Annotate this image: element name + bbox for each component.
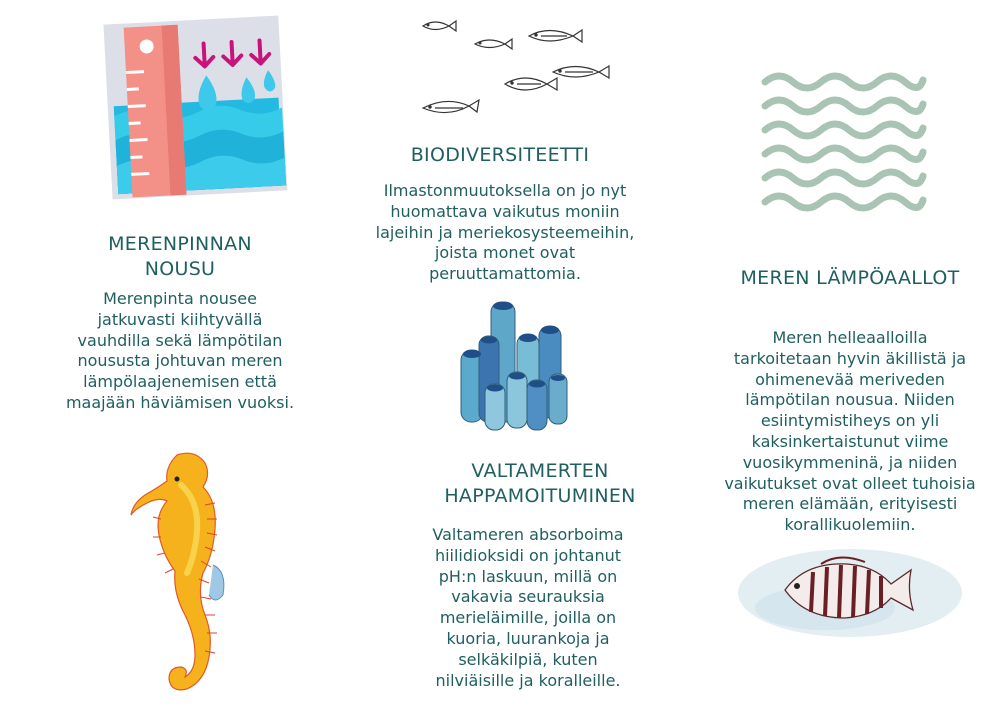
seahorse-icon [125,445,235,700]
acidification-body: Valtameren absorboima hiilidioksidi on johtanut pH:n laskuun, millä on vakavia seurauksia merieläimille, joilla on kuoria, luurankoja ja selkäkilpiä, kuten nilviäisille ja koralleille. [432,525,624,690]
coral-sponge-icon [455,298,575,433]
heatwaves-body: Meren helleaalloilla tarkoitetaan hyvin äkillistä ja ohimenevää meriveden lämpötilan nousua. Niiden esiintymistiheys on yli kaksinkertaistunut viime vuosikymmeninä, ja niiden vaikutukset ovat olleet tuhoisia meren elämään, erityisesti korallikuolemiin. [724,328,976,535]
biodiversity-body: Ilmastonmuutoksella on jo nyt huomattava vaikutus moniin lajeihin ja meriekosysteemeihin, joista monet ovat peruuttamattomia. [375,181,635,284]
fish-school-icon [415,12,615,122]
sea-level-title: MERENPINNAN NOUSU [108,233,252,280]
wave-lines-icon [755,70,935,220]
striped-fish-icon [735,538,970,643]
biodiversity-title: BIODIVERSITEETTI [410,144,590,166]
heatwaves-title: MEREN LÄMPÖAALLOT [740,267,960,289]
acidification-title: VALTAMERTEN HAPPAMOITUMINEN [444,460,636,507]
sea-level-ruler-icon [100,14,290,204]
sea-level-body: Merenpinta nousee jatkuvasti kiihtyvällä vauhdilla sekä lämpötilan noususta johtuvan meren lämpölaajenemisen että maajään häviämisen vuoksi. [65,289,295,412]
